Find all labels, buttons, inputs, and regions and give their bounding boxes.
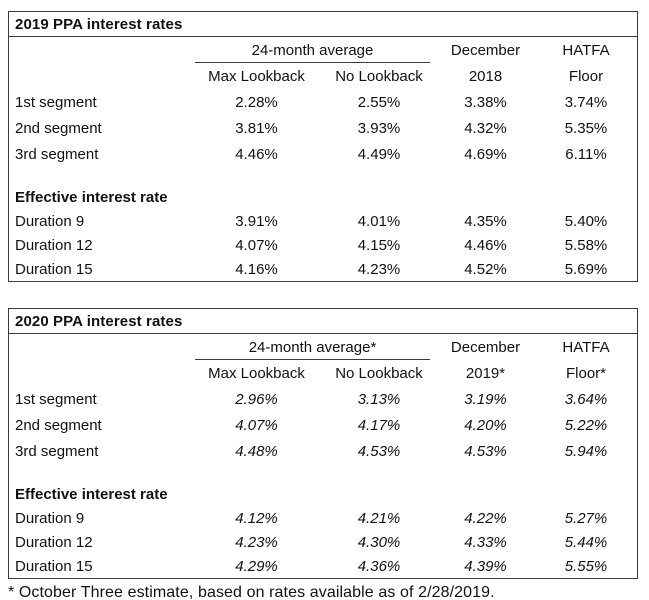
cell-value: 5.22% (564, 416, 608, 434)
row-label: 2nd segment (15, 119, 102, 137)
cell-value: 4.48% (235, 442, 278, 460)
cell-value: 4.15% (357, 236, 401, 254)
row-label: 1st segment (15, 390, 97, 408)
row-label: 3rd segment (15, 145, 99, 163)
cell-value: 2.28% (235, 93, 278, 111)
row-label: Duration 12 (15, 533, 93, 551)
cell-value: 5.94% (564, 442, 608, 460)
cell-value: 4.49% (357, 145, 401, 163)
cell-value: 4.07% (235, 416, 278, 434)
rates-grid-2019 (9, 37, 637, 281)
cell-value: 4.30% (357, 533, 401, 551)
cell-value: 4.22% (464, 509, 507, 527)
spacer-row (9, 167, 637, 185)
header-row-group (9, 334, 637, 360)
header-row-sub (9, 360, 637, 386)
col-header-hatfa: HATFA (562, 338, 610, 356)
row-label: Duration 15 (15, 260, 93, 278)
cell-value: 4.29% (235, 557, 278, 575)
row-label: Duration 9 (15, 509, 85, 527)
cell-value: 4.16% (235, 260, 278, 278)
cell-value: 4.07% (235, 236, 278, 254)
cell-value: 3.19% (464, 390, 507, 408)
table-row (9, 412, 637, 438)
cell-value: 3.93% (357, 119, 401, 137)
table-row (9, 257, 637, 281)
cell-value: 3.64% (564, 390, 608, 408)
table-row (9, 89, 637, 115)
cell-value: 4.69% (464, 145, 507, 163)
section-header-row (9, 185, 637, 209)
cell-value: 4.20% (464, 416, 507, 434)
row-label: 2nd segment (15, 416, 102, 434)
col-group-cell (191, 334, 436, 360)
cell-value: 3.13% (357, 390, 401, 408)
col-header-december: December (450, 338, 521, 356)
cell-value: 4.01% (357, 212, 401, 230)
ppa-2019-table (8, 11, 638, 282)
col-header-december: December (450, 41, 521, 59)
col-header-year: 2019* (465, 364, 506, 382)
table-row (9, 530, 637, 554)
header-row-group (9, 37, 637, 63)
cell-value: 4.53% (464, 442, 507, 460)
table-row (9, 438, 637, 464)
row-label: 3rd segment (15, 442, 99, 460)
rates-grid-2020 (9, 334, 637, 578)
col-header-no-lookback: No Lookback (335, 364, 423, 382)
cell-value: 4.17% (357, 416, 401, 434)
cell-value: 2.96% (235, 390, 278, 408)
cell-value: 5.44% (564, 533, 608, 551)
section-header-row (9, 482, 637, 506)
cell-value: 3.74% (564, 93, 608, 111)
cell-value: 4.33% (464, 533, 507, 551)
row-label: Duration 9 (15, 212, 85, 230)
row-label: 1st segment (15, 93, 97, 111)
cell-value: 5.58% (564, 236, 608, 254)
cell-value: 4.23% (357, 260, 401, 278)
cell-value: 4.12% (235, 509, 278, 527)
empty-cell (9, 334, 191, 360)
table-row (9, 554, 637, 578)
cell-value: 5.40% (564, 212, 608, 230)
col-header-floor: Floor* (565, 364, 606, 382)
col-group-header-24mo: 24-month average (195, 42, 430, 63)
empty-cell (9, 37, 191, 63)
cell-value: 4.53% (357, 442, 401, 460)
cell-value: 4.36% (357, 557, 401, 575)
col-header-year: 2018 (468, 67, 503, 85)
cell-value: 4.23% (235, 533, 278, 551)
header-row-sub (9, 63, 637, 89)
cell-value: 5.55% (564, 557, 608, 575)
col-header-floor: Floor (568, 67, 604, 85)
table-row (9, 386, 637, 412)
empty-cell (9, 63, 191, 89)
row-label: Duration 15 (15, 557, 93, 575)
table-row (9, 209, 637, 233)
table-title-2019: 2019 PPA interest rates (9, 12, 637, 37)
section-label: Effective interest rate (15, 485, 168, 503)
col-header-no-lookback: No Lookback (335, 67, 423, 85)
cell-value: 3.91% (235, 212, 278, 230)
cell-value: 4.46% (464, 236, 507, 254)
cell-value: 4.21% (357, 509, 401, 527)
cell-value: 3.81% (235, 119, 278, 137)
cell-value: 5.35% (564, 119, 608, 137)
col-header-max-lookback: Max Lookback (208, 67, 305, 85)
table-row (9, 141, 637, 167)
cell-value: 5.69% (564, 260, 608, 278)
ppa-2020-table (8, 308, 638, 579)
section-label: Effective interest rate (15, 188, 168, 206)
footnote: * October Three estimate, based on rates available as of 2/28/2019. (8, 584, 495, 600)
col-header-hatfa: HATFA (562, 41, 610, 59)
col-group-header-24mo: 24-month average* (195, 339, 430, 360)
col-header-max-lookback: Max Lookback (208, 364, 305, 382)
cell-value: 6.11% (565, 145, 607, 163)
table-row (9, 115, 637, 141)
cell-value: 4.32% (464, 119, 507, 137)
cell-value: 3.38% (464, 93, 507, 111)
table-row (9, 233, 637, 257)
cell-value: 4.35% (464, 212, 507, 230)
spacer-row (9, 464, 637, 482)
cell-value: 4.46% (235, 145, 278, 163)
row-label: Duration 12 (15, 236, 93, 254)
cell-value: 4.39% (464, 557, 507, 575)
cell-value: 4.52% (464, 260, 507, 278)
empty-cell (9, 360, 191, 386)
cell-value: 2.55% (357, 93, 401, 111)
table-row (9, 506, 637, 530)
col-group-cell (191, 37, 436, 63)
cell-value: 5.27% (564, 509, 608, 527)
table-title-2020: 2020 PPA interest rates (9, 309, 637, 334)
